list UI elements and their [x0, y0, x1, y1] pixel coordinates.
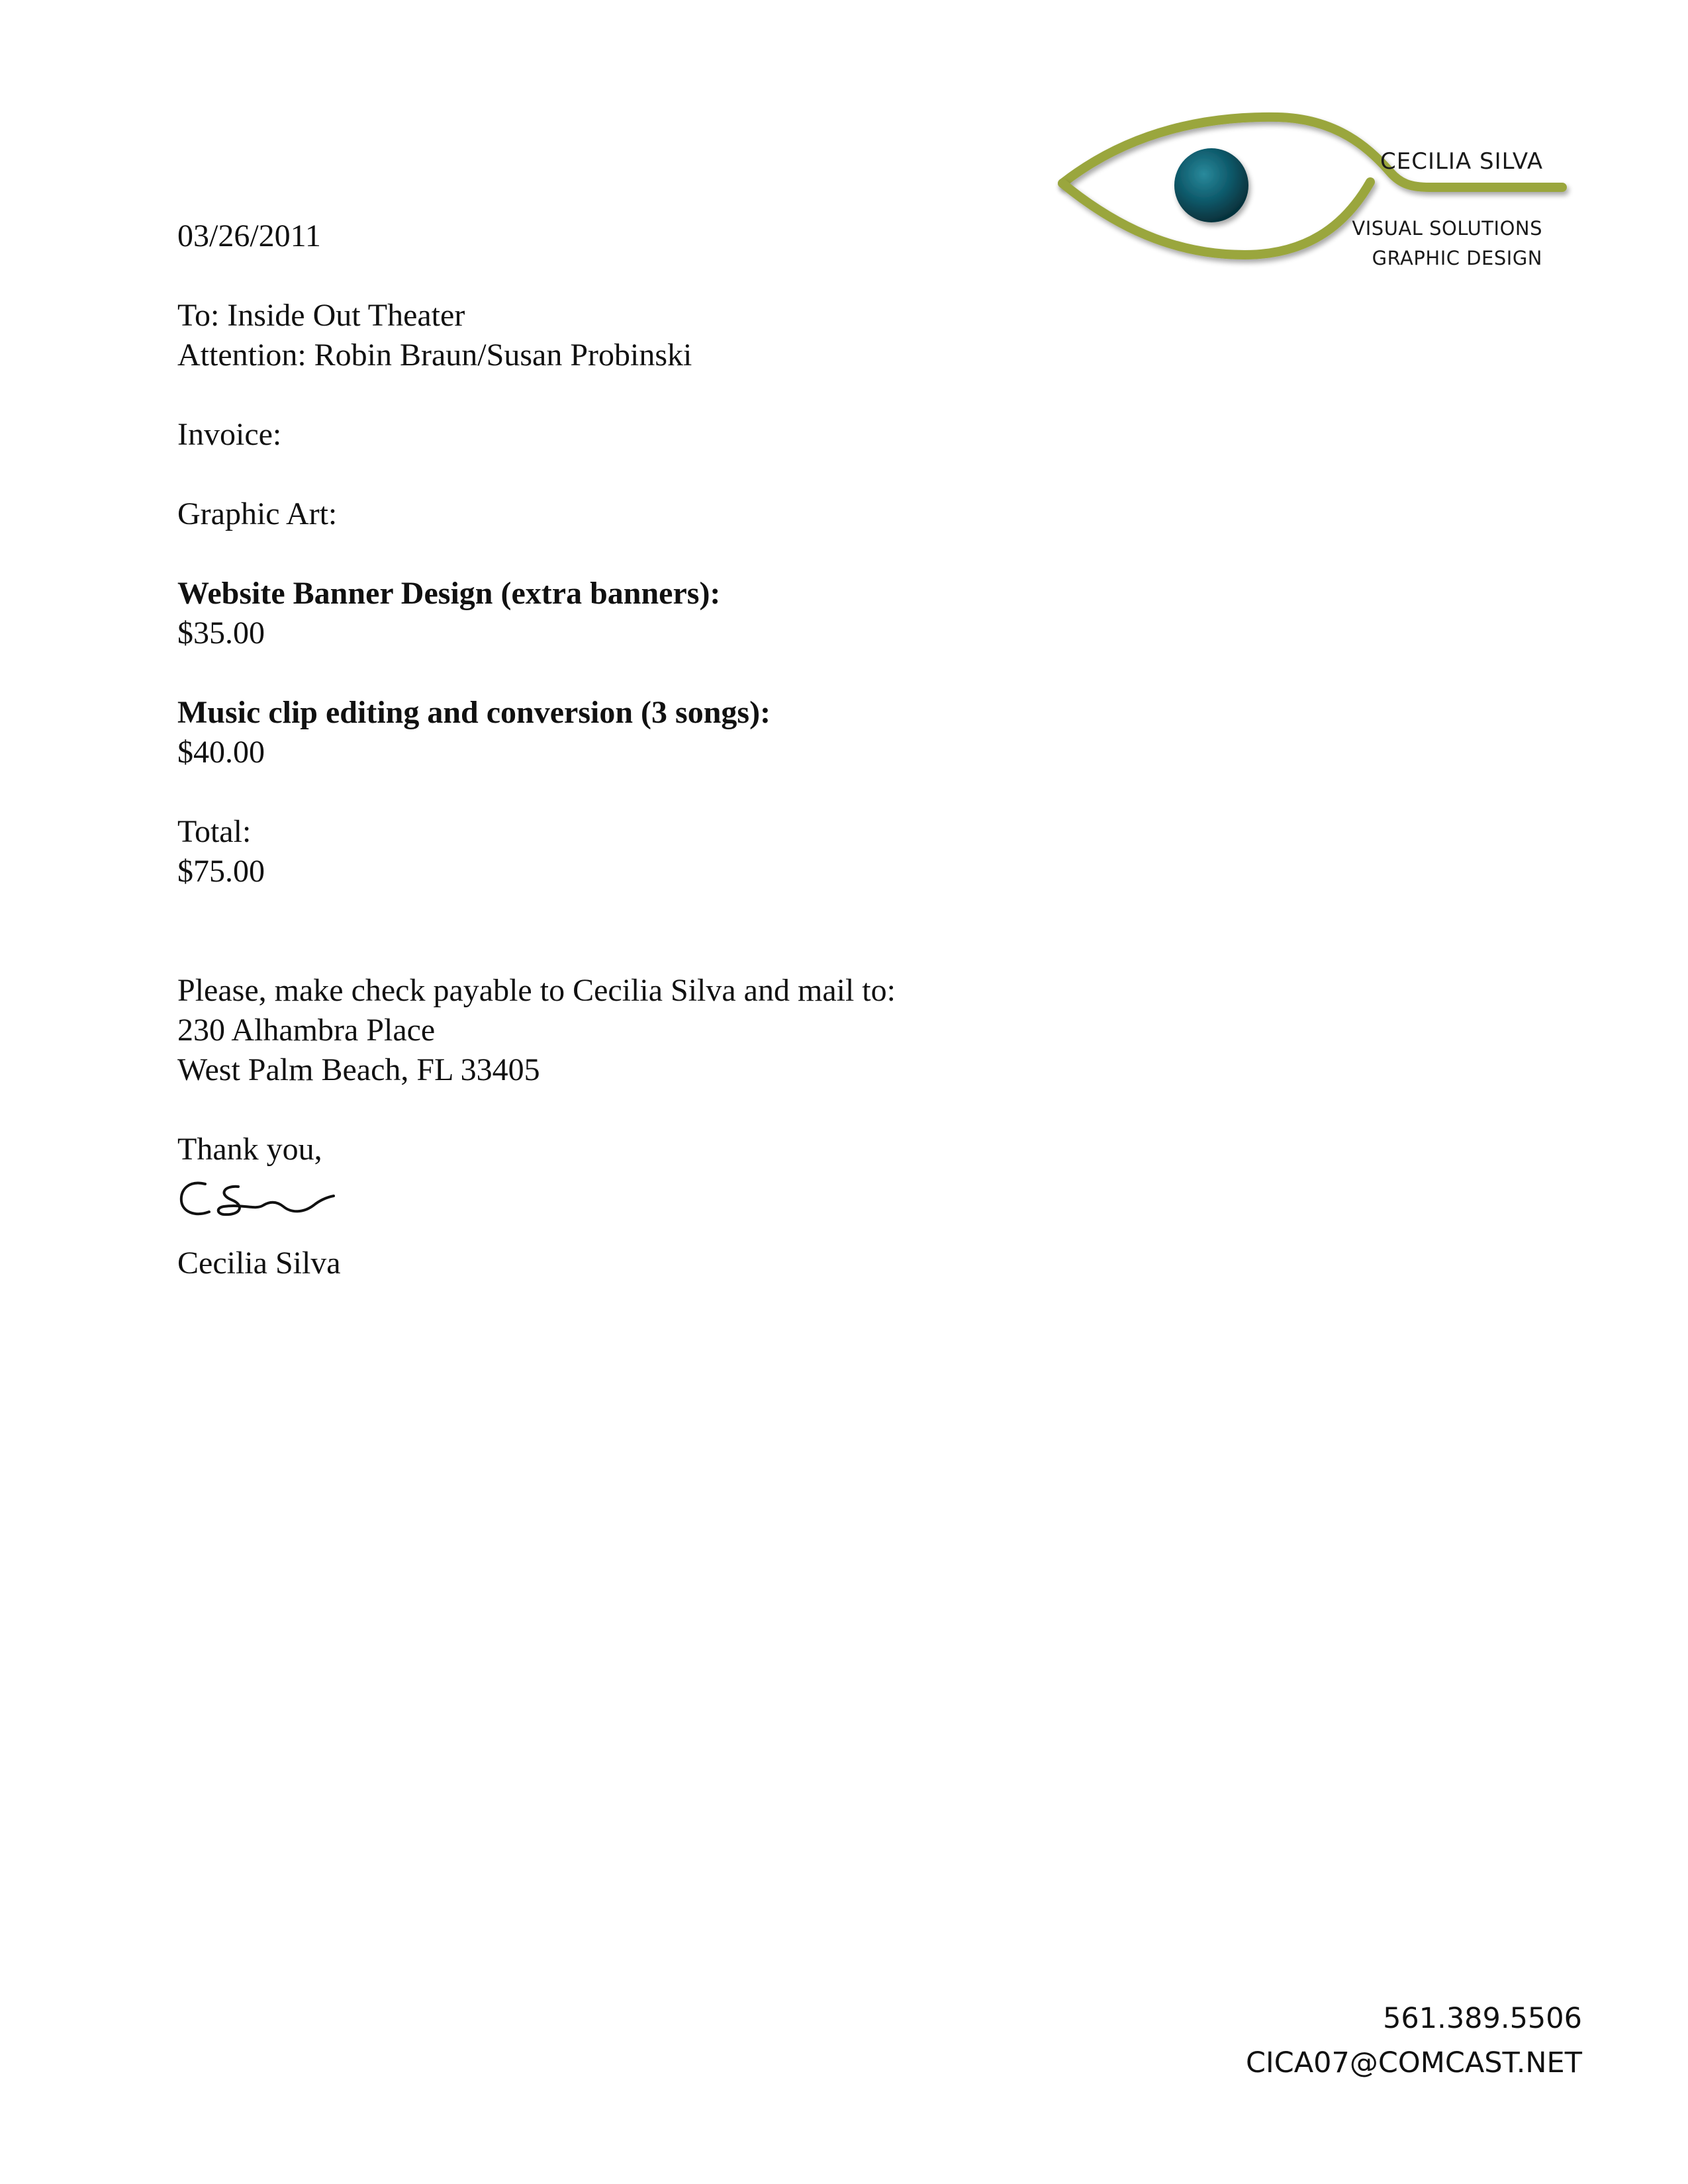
invoice-date: 03/26/2011 — [177, 218, 321, 253]
contact-phone: 561.389.5506 — [1383, 2002, 1582, 2035]
handwritten-signature-icon — [177, 1175, 350, 1234]
category-label: Graphic Art: — [177, 496, 338, 531]
total-amount: $75.00 — [177, 854, 265, 889]
line-item-label: Music clip editing and conversion (3 songs): — [177, 695, 771, 730]
signature-name: Cecilia Silva — [177, 1246, 341, 1281]
recipient-to: To: Inside Out Theater — [177, 298, 465, 333]
letterhead-tagline-graphic: GRAPHIC DESIGN — [1372, 247, 1542, 269]
contact-email: CICA07@COMCAST.NET — [1245, 2046, 1582, 2079]
letter-body — [177, 216, 1303, 1283]
line-item-amount: $35.00 — [177, 615, 265, 651]
letterhead-name: CECILIA SILVA — [1380, 148, 1544, 175]
recipient-attention: Attention: Robin Braun/Susan Probinski — [177, 338, 692, 373]
address-line-1: 230 Alhambra Place — [177, 1013, 436, 1048]
invoice-label: Invoice: — [177, 417, 282, 452]
line-item-amount: $40.00 — [177, 735, 265, 770]
address-line-2: West Palm Beach, FL 33405 — [177, 1052, 540, 1087]
payment-note: Please, make check payable to Cecilia Silva and mail to: — [177, 973, 896, 1008]
closing-text: Thank you, — [177, 1132, 322, 1167]
line-item-label: Website Banner Design (extra banners): — [177, 576, 721, 611]
letterhead-tagline-visual: VISUAL SOLUTIONS — [1352, 217, 1542, 240]
total-label: Total: — [177, 814, 252, 849]
